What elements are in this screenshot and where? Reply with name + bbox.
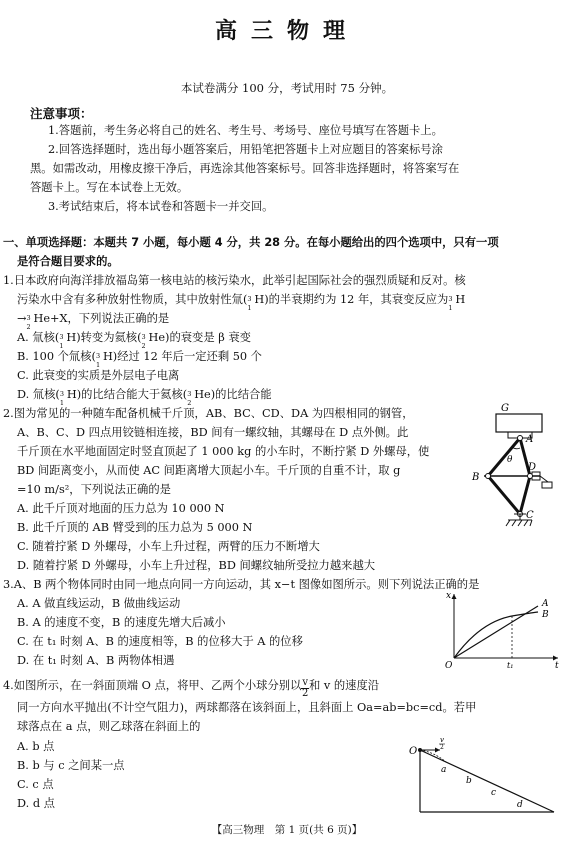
- isotope-H: 3 1: [247, 295, 252, 312]
- q4-option-d: D. d 点: [17, 797, 55, 810]
- notice-heading: 注意事项：: [30, 106, 93, 121]
- incline-figure: [404, 736, 560, 816]
- question-4: 4.如图所示，在一斜面顶端 O 点，将甲、乙两个小球分别以 $\frac{v}{2}$ 和 v 的速度沿 同一方向水平抛出(不计空气阻力)，两球都落在该斜面上，且斜面上 Oa=ab=bc=cd。若甲 球落点在 a 点，则乙球落在斜面上的: [3, 677, 477, 733]
- question-2: 2.图为常见的一种随车配备机械千斤顶，AB、BC、CD、DA 为四根相同的钢管， A、B、C、D 四点用铰链相连接，BD 间有一螺纹轴，其螺母在 D 点外侧。此 千斤顶在水平地面固定时竖直顶起了 1 000 kg 的小车时，不断拧紧 D 外螺母，使 BD 间距离变小，从而使 AC 间距离增大顶起小车。千斤顶的自重不计，取 g =10 m/s²，下列说法正确的是: [3, 407, 430, 496]
- page-title: 高三物理: [214, 19, 359, 44]
- curve-B: [454, 612, 538, 658]
- q1-option-a: A. 氚核( 3 1 H)转变为氦核( 3 2 He)的衰变是 β 衰变: [17, 331, 251, 350]
- point-c: c: [491, 788, 497, 798]
- question-3: 3.A、B 两个物体同时由同一地点向同一方向运动，其 x−t 图像如图所示。则下列说法正确的是: [3, 578, 480, 591]
- q1-option-d: D. 氚核( 3 1 H)的比结合能大于氦核( 3 2 He)的比结合能: [17, 388, 272, 407]
- q3-option-d: D. 在 t₁ 时刻 A、B 两物体相遇: [17, 654, 175, 667]
- q3-option-a: A. A 做直线运动，B 做曲线运动: [17, 597, 181, 610]
- section-heading: 一、单项选择题：本题共 7 小题，每小题 4 分，共 28 分。在每小题给出的四个选项中，只有一项 是符合题目要求的。: [3, 236, 499, 268]
- q3-option-c: C. 在 t₁ 时刻 A、B 的速度相等，B 的位移大于 A 的位移: [17, 635, 303, 648]
- t1-label: t₁: [507, 661, 514, 670]
- label-O: O: [409, 746, 418, 757]
- label-2: 2: [440, 744, 444, 751]
- notice-item-3: 3.考试结束后，将本试卷和答题卡一并交回。: [48, 200, 274, 213]
- point-d: d: [517, 800, 523, 810]
- q4-option-b: B. b 与 c 之间某一点: [17, 759, 125, 772]
- notice-item-1: 1.答题前，考生务必将自己的姓名、考生号、考场号、座位号填写在答题卡上。: [48, 124, 443, 137]
- point-a: a: [441, 765, 447, 775]
- notice-item-2: 2.回答选择题时，选出每小题答案后，用铅笔把答题卡上对应题目的答案标号涂 黑。如需改动，用橡皮擦干净后，再选涂其他答案标号。回答非选择题时，将答案写在 答题卡上。写在本试卷上无效。: [30, 143, 460, 194]
- isotope-He: 3 2: [26, 314, 31, 331]
- q2-option-b: B. 此千斤顶的 AB 臂受到的压力总为 5 000 N: [17, 521, 253, 534]
- label-v: v: [440, 736, 444, 744]
- question-1: 1.日本政府向海洋排放福岛第一核电站的核污染水，此举引起国际社会的强烈质疑和反对。核 污染水中含有多种放射性物质，其中放射性氚( 3 1 H)的半衰期约为 12 年，其衰变反应为 3 1 H → 3 2 He+X，下列说法正确的是: [3, 274, 466, 331]
- xt-graph: [440, 588, 564, 670]
- axis-t-label: t: [555, 661, 559, 670]
- jack-figure: [470, 400, 570, 532]
- label-theta: θ: [507, 455, 513, 465]
- exam-info: 本试卷满分 100 分，考试用时 75 分钟。: [180, 81, 394, 95]
- origin-label: O: [445, 661, 453, 670]
- axis-x-label: x: [446, 591, 452, 601]
- label-B: B: [542, 610, 549, 620]
- label-A: A: [526, 434, 534, 445]
- q3-option-b: B. A 的速度不变，B 的速度先增大后减小: [17, 616, 226, 629]
- q2-option-c: C. 随着拧紧 D 外螺母，小车上升过程，两臂的压力不断增大: [17, 540, 320, 553]
- q4-option-a: A. b 点: [17, 740, 55, 753]
- page-footer: 【高三物理 第 1 页(共 6 页)】: [211, 824, 363, 836]
- label-C: C: [526, 510, 534, 521]
- fraction-v-over-2: $\frac{v}{2}$: [302, 677, 309, 699]
- q2-option-a: A. 此千斤顶对地面的压力总为 10 000 N: [17, 502, 225, 515]
- point-b: b: [466, 776, 472, 786]
- label-G: G: [501, 403, 509, 414]
- q1-option-c: C. 此衰变的实质是外层电子电离: [17, 369, 180, 382]
- q1-option-b: B. 100 个氚核( 3 1 H)经过 12 年后一定还剩 50 个: [17, 350, 262, 369]
- label-B: B: [472, 472, 480, 483]
- q2-option-d: D. 随着拧紧 D 外螺母，小车上升过程，BD 间螺纹轴所受拉力越来越大: [17, 559, 376, 572]
- label-A: A: [542, 599, 549, 609]
- label-D: D: [528, 462, 537, 473]
- q4-option-c: C. c 点: [17, 778, 54, 791]
